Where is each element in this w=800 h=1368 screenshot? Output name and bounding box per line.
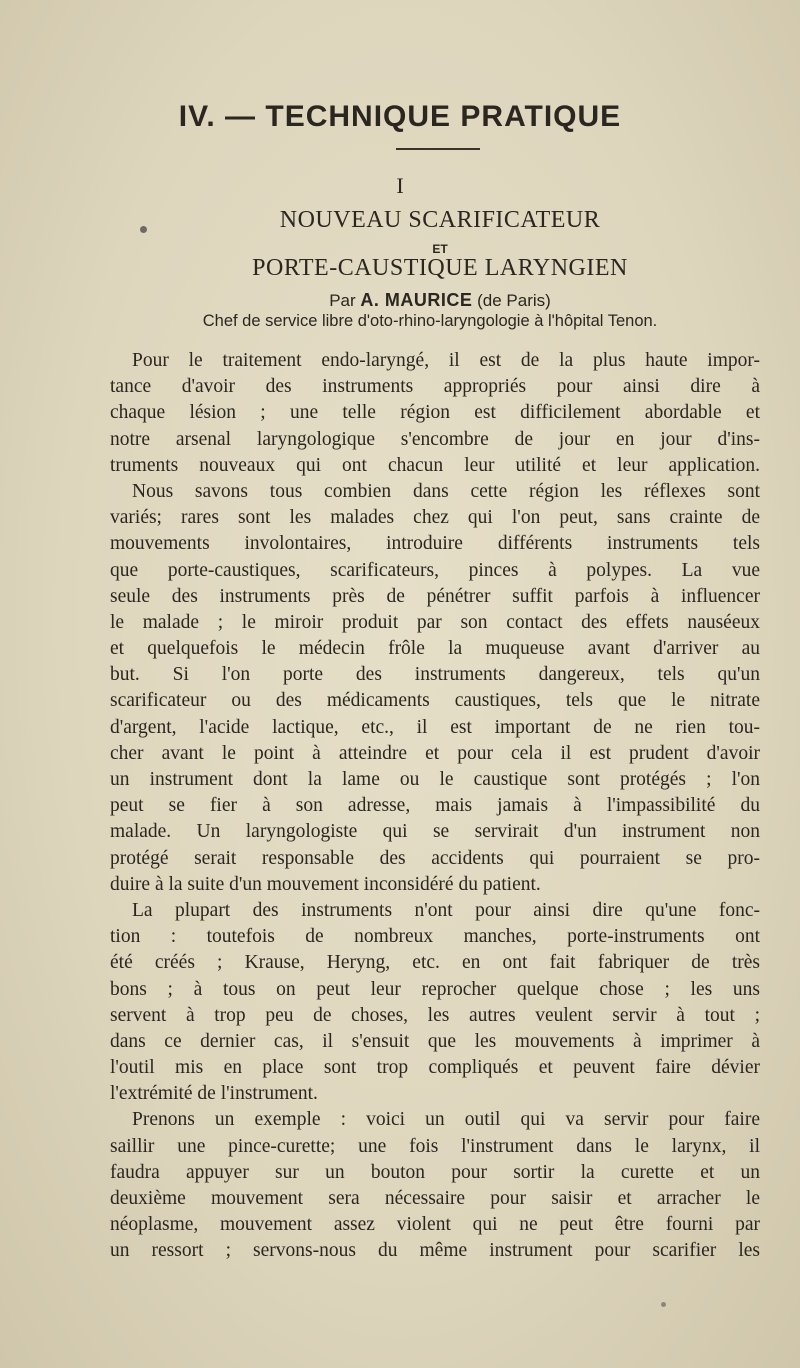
text-line: peut se fier à son adresse, mais jamais à l'impassibilité du	[110, 795, 760, 817]
text-line: tance d'avoir des instruments appropriés pour ainsi dire à	[110, 376, 760, 398]
text-line: variés; rares sont les malades chez qui l'on peut, sans crainte de	[110, 507, 760, 529]
title-rule	[396, 148, 480, 150]
text-line: mouvements involontaires, introduire différents instruments tels	[110, 533, 760, 555]
text-line: seule des instruments près de pénétrer suffit parfois à influencer	[110, 585, 760, 607]
text-line: saillir une pince-curette; une fois l'instrument dans le larynx, il	[110, 1135, 760, 1157]
chapter-number: I	[396, 173, 404, 198]
text-line: un ressort ; servons-nous du même instrument pour scarifier les	[110, 1240, 760, 1262]
text-line: protégé serait responsable des accidents qui pourraient se pro-	[110, 847, 760, 869]
text-line: d'argent, l'acide lactique, etc., il est important de ne rien tou-	[110, 716, 760, 738]
author-affiliation: Chef de service libre d'oto-rhino-laryngologie à l'hôpital Tenon.	[202, 312, 658, 330]
text-line: bons ; à tous on peut leur reprocher quelque chose ; les uns	[110, 978, 760, 1000]
article-title-line2: PORTE-CAUSTIQUE LARYNGIEN	[252, 255, 628, 281]
text-line: scarificateur ou des médicaments caustiques, tels que le nitrate	[110, 690, 760, 712]
text-line: chaque lésion ; une telle région est difficilement abordable et	[110, 402, 760, 424]
text-line: but. Si l'on porte des instruments dangereux, tels qu'un	[110, 664, 760, 686]
text-line: truments nouveaux qui ont chacun leur utilité et leur application.	[110, 454, 760, 476]
text-line: un instrument dont la lame ou le caustique sont protégés ; l'on	[110, 769, 760, 790]
text-line: duire à la suite d'un mouvement inconsidéré du patient.	[110, 873, 541, 895]
text-line: que porte-caustiques, scarificateurs, pinces à polypes. La vue	[110, 559, 760, 581]
text-line: notre arsenal laryngologique s'encombre de jour en jour d'ins-	[110, 428, 760, 450]
text-line: deuxième mouvement sera nécessaire pour saisir et arracher le	[110, 1188, 760, 1209]
body-text	[110, 348, 760, 1265]
article-title-line1: NOUVEAU SCARIFICATEUR	[279, 207, 601, 233]
byline	[0, 290, 800, 311]
text-line: le malade ; le miroir produit par son contact des effets nauséeux	[110, 611, 760, 633]
text-line: et quelquefois le médecin frôle la muqueuse avant d'arriver au	[110, 638, 760, 660]
text-line: été créés ; Krause, Heryng, etc. en ont fait fabriquer de très	[110, 952, 760, 974]
text-line: cher avant le point à atteindre et pour cela il est prudent d'avoir	[110, 742, 760, 764]
author-name: A. MAURICE	[360, 290, 473, 310]
text-line: dans ce dernier cas, il s'ensuit que les mouvements à imprimer à	[110, 1030, 760, 1052]
text-line: l'extrémité de l'instrument.	[110, 1083, 318, 1105]
text-line: l'outil mis en place sont trop compliqués et peuvent faire dévier	[110, 1057, 760, 1079]
text-line: néoplasme, mouvement assez violent qui ne peut être fourni par	[110, 1214, 760, 1236]
text-line: Prenons un exemple : voici un outil qui va servir pour faire	[132, 1109, 760, 1131]
text-line: Nous savons tous combien dans cette région les réflexes sont	[132, 480, 760, 502]
text-line: servent à trop peu de choses, les autres veulent servir à tout ;	[110, 1004, 760, 1026]
text-line: La plupart des instruments n'ont pour ainsi dire qu'une fonc-	[132, 899, 760, 921]
byline-par: Par	[329, 291, 356, 310]
ink-spot	[661, 1302, 666, 1307]
section-title: IV. — TECHNIQUE PRATIQUE	[178, 100, 622, 133]
author-place: (de Paris)	[477, 291, 551, 310]
article-title-conjunction: ET	[432, 242, 448, 256]
text-line: malade. Un laryngologiste qui se servirait d'un instrument non	[110, 821, 760, 843]
text-line: tion : toutefois de nombreux manches, porte-instruments ont	[110, 926, 760, 948]
text-line: faudra appuyer sur un bouton pour sortir la curette et un	[110, 1161, 760, 1183]
text-line: Pour le traitement endo-laryngé, il est de la plus haute impor-	[132, 350, 760, 371]
